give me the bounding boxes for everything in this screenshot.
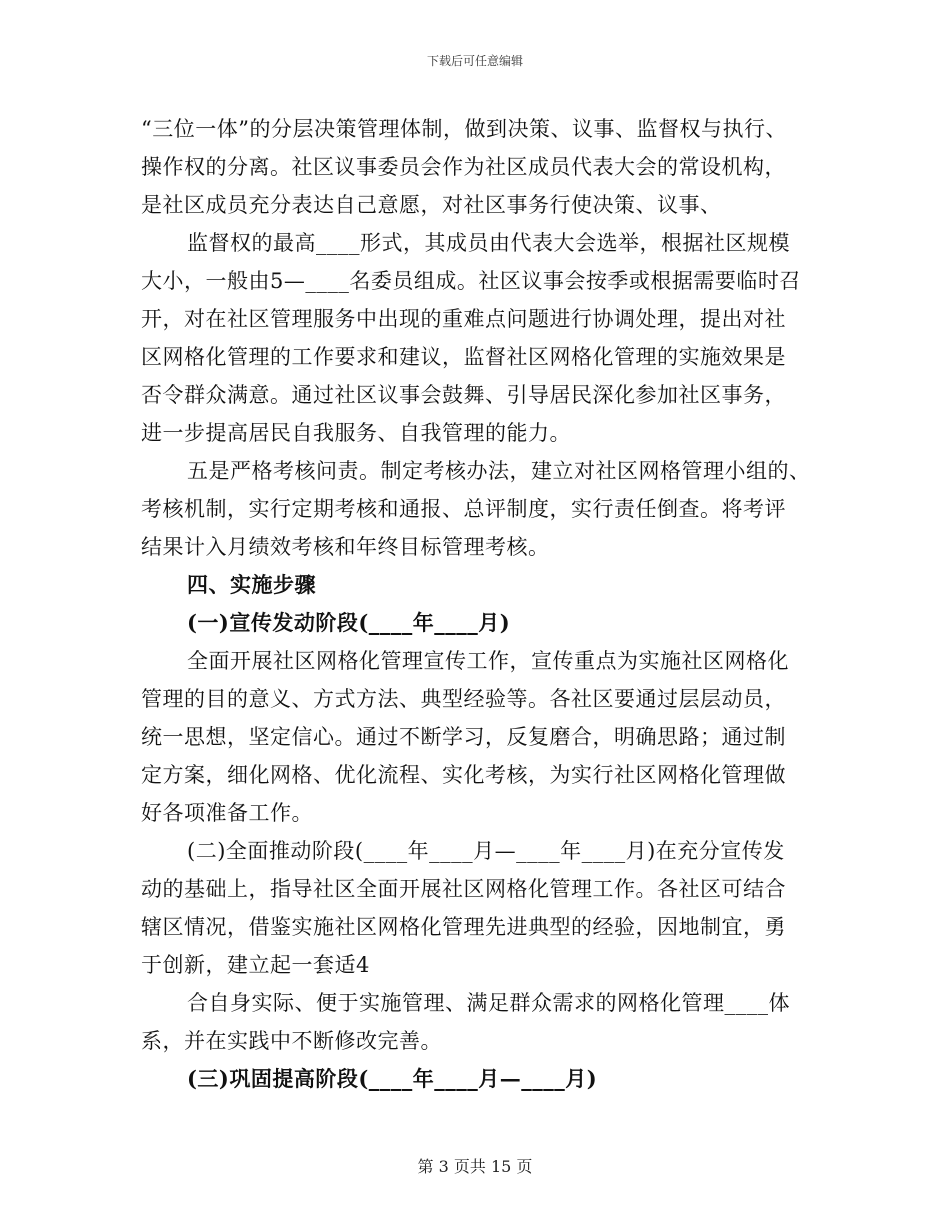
paragraph-line: 于创新，建立起一套适4 — [141, 953, 370, 977]
paragraph-line: 定方案，细化网格、优化流程、实化考核，为实行社区网格化管理做 — [141, 763, 786, 787]
paragraph-line: 统一思想，坚定信心。通过不断学习，反复磨合，明确思路；通过制 — [141, 725, 786, 749]
paragraph-line: 合自身实际、便于实施管理、满足群众需求的网格化管理____体 — [187, 991, 790, 1015]
paragraph-line: (二)全面推动阶段(____年____月—____年____月)在充分宣传发 — [187, 839, 785, 863]
paragraph-line: 动的基础上，指导社区全面开展社区网格化管理工作。各社区可结合 — [141, 877, 786, 901]
section-heading-line: (一)宣传发动阶段(____年____月) — [187, 610, 511, 635]
document-body — [141, 110, 811, 1098]
section-heading-line: (三)巩固提高阶段(____年____月—____月) — [187, 1066, 598, 1091]
paragraph-line: “三位一体”的分层决策管理体制，做到决策、议事、监督权与执行、 — [141, 117, 787, 141]
page-header: 下载后可任意编辑 — [426, 54, 523, 68]
paragraph-line: 系，并在实践中不断修改完善。 — [141, 1029, 442, 1053]
paragraph-line: 管理的目的意义、方式方法、典型经验等。各社区要通过层层动员， — [141, 687, 786, 711]
section-heading-line: 四、实施步骤 — [187, 572, 316, 597]
paragraph-line: 开，对在社区管理服务中出现的重难点问题进行协调处理，提出对社 — [141, 307, 786, 331]
paragraph-line: 是社区成员充分表达自己意愿，对社区事务行使决策、议事、 — [141, 193, 722, 217]
paragraph-line: 全面开展社区网格化管理宣传工作，宣传重点为实施社区网格化 — [187, 649, 789, 673]
paragraph-line: 操作权的分离。社区议事委员会作为社区成员代表大会的常设机构， — [141, 155, 786, 179]
paragraph-line: 结果计入月绩效考核和年终目标管理考核。 — [141, 535, 550, 559]
paragraph-line: 监督权的最高____形式，其成员由代表大会选举，根据社区规模 — [187, 231, 790, 255]
paragraph-line: 大小，一般由5—____名委员组成。社区议事会按季或根据需要临时召 — [141, 269, 801, 293]
paragraph-line: 考核机制，实行定期考核和通报、总评制度，实行责任倒查。将考评 — [141, 497, 786, 521]
paragraph-line: 否令群众满意。通过社区议事会鼓舞、引导居民深化参加社区事务， — [141, 383, 786, 407]
paragraph-line: 五是严格考核问责。制定考核办法，建立对社区网格管理小组的、 — [187, 459, 811, 483]
paragraph-line: 区网格化管理的工作要求和建议，监督社区网格化管理的实施效果是 — [141, 345, 786, 369]
page-footer: 第 3 页共 15 页 — [417, 1157, 533, 1176]
paragraph-line: 进一步提高居民自我服务、自我管理的能力。 — [141, 421, 571, 445]
paragraph-line: 辖区情况，借鉴实施社区网格化管理先进典型的经验，因地制宜，勇 — [141, 915, 786, 939]
paragraph-line: 好各项准备工作。 — [141, 801, 313, 825]
